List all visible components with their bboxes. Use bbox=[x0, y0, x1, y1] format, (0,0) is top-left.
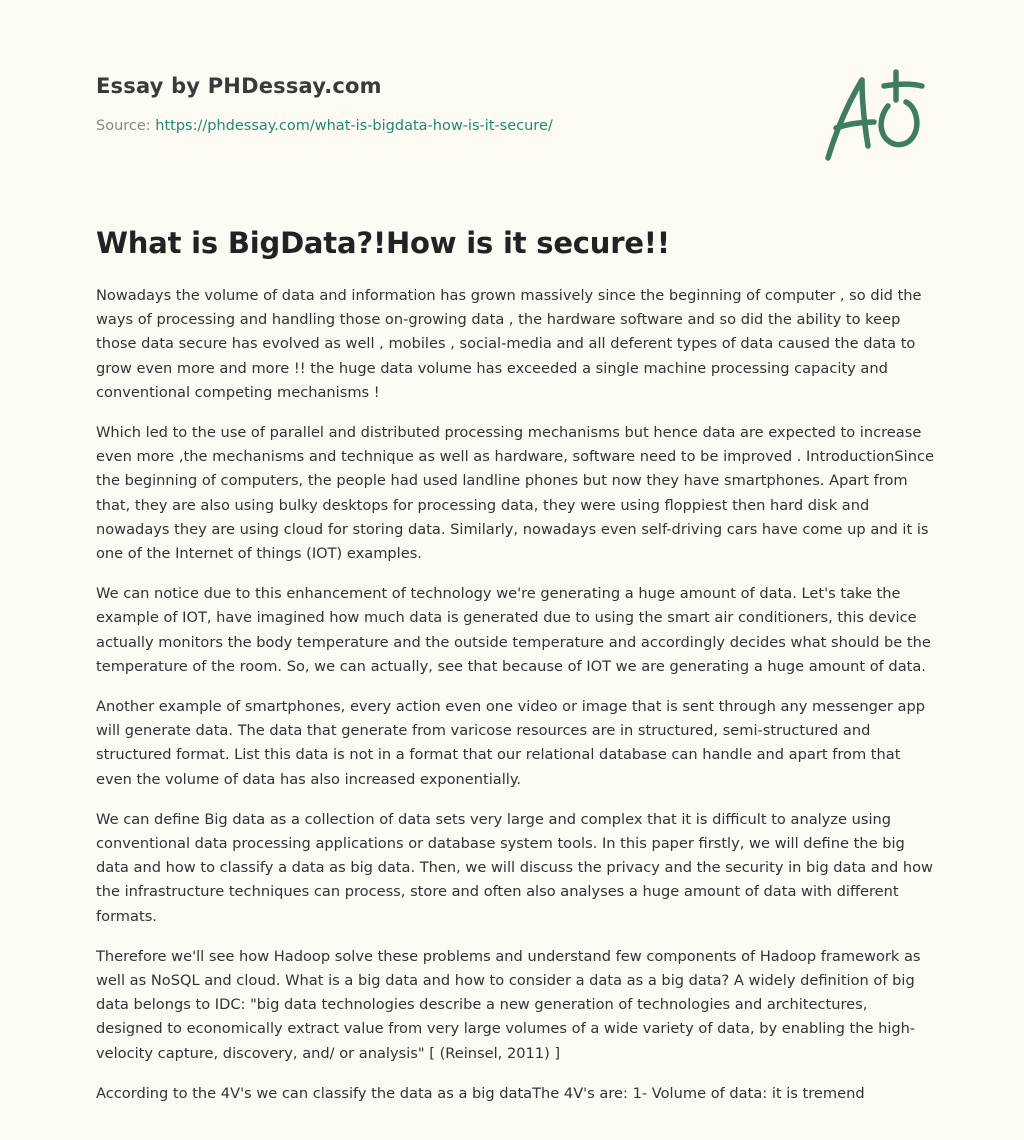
source-link[interactable]: https://phdessay.com/what-is-bigdata-how-is-it-secure/ bbox=[155, 118, 553, 134]
a-plus-logo-svg bbox=[818, 66, 930, 170]
essay-content bbox=[96, 226, 936, 1122]
essay-title: What is BigData?!How is it secure!! bbox=[96, 226, 670, 260]
header bbox=[96, 74, 796, 134]
essay-body bbox=[96, 284, 936, 1106]
essay-paragraph: Another example of smartphones, every action even one video or image that is sent through any messenger app will generate data. The data that generate from varicose resources are in structured, semi-structured and structured format. List this data is not in a format that our relational database can handle and apart from that even the volume of data has also increased exponentially. bbox=[96, 698, 926, 788]
a-plus-logo-icon bbox=[818, 66, 930, 170]
essay-paragraph: Nowadays the volume of data and information has grown massively since the beginning of computer , so did the ways of processing and handling those on-growing data , the hardware software and so did the ability to keep those data secure has evolved as well , mobiles , social-media and all deferent types of data caused the data to grow even more and more !! the huge data volume has exceeded a single machine processing capacity and conventional competing mechanisms ! bbox=[96, 287, 922, 401]
essay-paragraph: We can define Big data as a collection of data sets very large and complex that it is difficult to analyze using conventional data processing applications or database system tools. In this paper firstly, we will define the big data and how to classify a data as big data. Then, we will discuss the privacy and the security in big data and how the infrastructure techniques can process, store and often also analyses a huge amount of data with different formats. bbox=[96, 810, 933, 925]
source-line bbox=[96, 118, 796, 134]
source-label: Source: bbox=[96, 118, 151, 134]
essay-paragraph: We can notice due to this enhancement of technology we're generating a huge amount of data. Let's take the example of IOT, have imagined how much data is generated due to using the smart air conditioners, this device actually monitors the body temperature and the outside temperature and accordingly decides what should be the temperature of the room. So, we can actually, see that because of IOT we are generating a huge amount of data. bbox=[96, 585, 931, 675]
essay-paragraph: According to the 4V's we can classify the data as a big dataThe 4V's are: 1- Volume of data: it is tremend bbox=[96, 1084, 865, 1102]
essay-paragraph: Therefore we'll see how Hadoop solve these problems and understand few components of Hadoop framework as well as NoSQL and cloud. What is a big data and how to consider a data as a big data? A widely definition of big data belongs to IDC: "big data technologies describe a new generation of technologies and architectures, designed to economically extract value from very large volumes of a wide variety of data, by enabling the high-velocity capture, discovery, and/ or analysis" [ (Reinsel, 2011) ] bbox=[96, 947, 921, 1062]
essay-paragraph: Which led to the use of parallel and distributed processing mechanisms but hence data are expected to increase even more ,the mechanisms and technique as well as hardware, software need to be improved . IntroductionSince the beginning of computers, the people had used landline phones but now they have smartphones. Apart from that, they are also using bulky desktops for processing data, they were using floppiest then hard disk and nowadays they are using cloud for storing data. Similarly, nowadays even self-driving cars have come up and it is one of the Internet of things (IOT) examples. bbox=[96, 424, 934, 563]
site-title: Essay by PHDessay.com bbox=[96, 74, 382, 98]
